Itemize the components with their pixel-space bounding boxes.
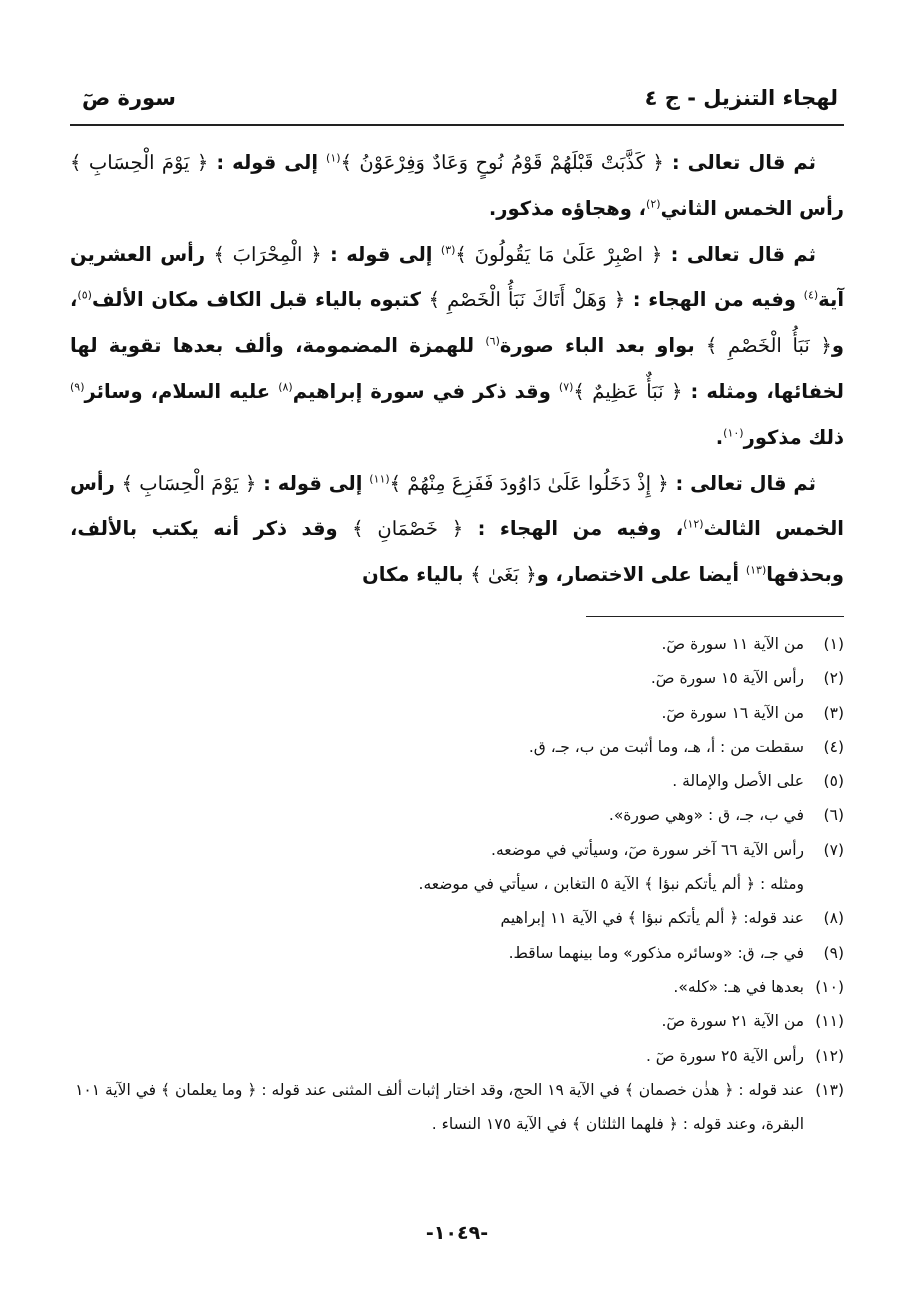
footnote-number: (١٣) bbox=[815, 1080, 844, 1099]
footnote-text: بعدها في هـ: «كله». bbox=[673, 977, 804, 996]
paragraph-1: ثم قال تعالى : ﴿ كَذَّبَتْ قَبْلَهُمْ قَوْمُ نُوحٍ وَعَادٌ وَفِرْعَوْنُ ﴾$^{(١)}$ إلى قوله : ﴿ يَوْمَ الْحِسَابِ ﴾ رأس الخمس الثاني$^{(٢)}$، وهجاؤه مذكور. bbox=[70, 151, 844, 220]
footnote-text: من الآية ١٦ سورة صٓ. bbox=[661, 703, 804, 722]
footnote-number: (٨) bbox=[823, 909, 844, 928]
paragraph-3: ثم قال تعالى : ﴿ إِذْ دَخَلُوا عَلَىٰ دَاوُودَ فَفَزِعَ مِنْهُمْ ﴾$^{(١١)}$ إلى قوله : ﴿ يَوْمَ الْحِسَابِ ﴾ رأس الخمس الثالث$^{(١٢)}$، وفيه من الهجاء : ﴿ خَصْمَانِ ﴾ وقد ذكر أنه يكتب بالألف، وبحذفها$^{(١٣)}$ أيضا على الاختصار، و﴿ بَغَىٰ ﴾ بالياء مكان bbox=[70, 471, 844, 587]
footnote-ref[interactable]: (١٢) bbox=[683, 517, 704, 531]
footnote bbox=[70, 936, 844, 970]
main-text bbox=[70, 140, 844, 598]
footnote bbox=[70, 696, 844, 730]
footnote-text: على الأصل والإمالة . bbox=[672, 772, 804, 791]
page-number: -١٠٤٩- bbox=[425, 1222, 489, 1244]
quran-quote: ﴿ يَوْمَ الْحِسَابِ ﴾ bbox=[70, 151, 209, 174]
footnote bbox=[70, 627, 844, 661]
footnote-text: عند قوله : ﴿ هذٰن خصمان ﴾ في الآية ١٩ الحج، وقد اختار إثبات ألف المثنى عند قوله : ﴿ وما يعلمان ﴾ في الآية ١٠١ البقرة، وعند قوله : ﴿ فلهما الثلثان ﴾ في الآية ١٧٥ النساء . bbox=[75, 1080, 804, 1134]
footnote bbox=[70, 798, 844, 832]
surah-title: سورة صٓ bbox=[82, 86, 176, 110]
footnote-text: في جـ، ق: «وسائره مذكور» وما بينهما ساقط. bbox=[508, 943, 804, 962]
footnote-text: سقطت من : أ، هـ، وما أثبت من ب، جـ، ق. bbox=[528, 737, 804, 756]
quran-quote: ﴿ إِذْ دَخَلُوا عَلَىٰ دَاوُودَ فَفَزِعَ مِنْهُمْ ﴾ bbox=[389, 471, 669, 495]
footnote-ref[interactable]: (٩) bbox=[70, 380, 85, 394]
footnote-number: (٣) bbox=[823, 703, 844, 722]
footnote-text: من الآية ٢١ سورة صٓ. bbox=[661, 1012, 804, 1031]
book-title: لهجاء التنزيل - ج ٤ bbox=[644, 86, 838, 110]
footnote-ref[interactable]: (٥) bbox=[77, 288, 92, 302]
footnote-ref[interactable]: (١١) bbox=[369, 472, 390, 486]
footnote bbox=[70, 730, 844, 764]
footnotes bbox=[70, 627, 844, 1141]
footnote-ref[interactable]: (٣) bbox=[440, 243, 456, 257]
footnote-text: عند قوله: ﴿ ألم يأتكم نبؤا ﴾ في الآية ١١ إبراهيم bbox=[500, 909, 804, 928]
footnote-number: (١١) bbox=[815, 1012, 844, 1031]
footnote bbox=[70, 1004, 844, 1038]
footnote-number: (٤) bbox=[823, 737, 844, 756]
quran-quote: ﴿ كَذَّبَتْ قَبْلَهُمْ قَوْمُ نُوحٍ وَعَادٌ وَفِرْعَوْنُ ﴾ bbox=[340, 151, 664, 174]
footnote-ref[interactable]: (٦) bbox=[485, 334, 500, 348]
footnote-number: (٧) bbox=[823, 840, 844, 859]
footnote-ref[interactable]: (٨) bbox=[278, 380, 293, 394]
footnote-number: (٦) bbox=[823, 806, 844, 825]
footnote-ref[interactable]: (١٠) bbox=[723, 426, 744, 440]
quran-quote: ﴿ نَبَأٌ عَظِيمٌ ﴾ bbox=[573, 379, 683, 403]
footnote bbox=[70, 1073, 844, 1142]
footnote bbox=[70, 661, 844, 695]
footnote-ref[interactable]: (٤) bbox=[803, 288, 819, 302]
quran-quote: ﴿ يَوْمَ الْحِسَابِ ﴾ bbox=[121, 471, 257, 495]
footnote bbox=[70, 1039, 844, 1073]
quran-quote: ﴿ الْمِحْرَابَ ﴾ bbox=[213, 242, 322, 266]
footnote-separator bbox=[586, 616, 844, 617]
page bbox=[70, 80, 844, 1141]
footnote bbox=[70, 970, 844, 1004]
running-header bbox=[70, 80, 844, 126]
footnote bbox=[70, 833, 844, 867]
footnote-text: رأس الآية ١٥ سورة صٓ. bbox=[650, 669, 804, 688]
footnote-number: (١) bbox=[823, 634, 844, 653]
footnote-text: رأس الآية ٢٥ سورة صٓ . bbox=[645, 1046, 804, 1065]
footnote-text: من الآية ١١ سورة صٓ. bbox=[661, 634, 804, 653]
footnote-ref[interactable]: (١٣) bbox=[745, 563, 767, 577]
footnote-ref[interactable]: (٧) bbox=[558, 380, 574, 394]
quran-quote: ﴿ بَغَىٰ ﴾ bbox=[470, 563, 537, 587]
footnote-text: رأس الآية ٦٦ آخر سورة صٓ، وسيأتي في موضعه. bbox=[491, 840, 804, 859]
footnote-number: (١٠) bbox=[815, 977, 844, 996]
footnote-number: (٩) bbox=[823, 943, 844, 962]
quran-quote: ﴿ خَصْمَانِ ﴾ bbox=[352, 517, 464, 541]
footnote bbox=[70, 764, 844, 798]
footnote-number: (١٢) bbox=[815, 1046, 844, 1065]
footnote bbox=[70, 901, 844, 935]
footnote-text: ومثله : ﴿ ألم يأتكم نبؤا ﴾ الآية ٥ التغابن ، سيأتي في موضعه. bbox=[418, 875, 804, 894]
footnote-ref[interactable]: (٢) bbox=[646, 197, 661, 211]
quran-quote: ﴿ وَهَلْ أَتَاكَ نَبَأُ الْخَصْمِ ﴾ bbox=[428, 288, 626, 312]
footnote-ref[interactable]: (١) bbox=[326, 151, 341, 165]
footnote-number: (٥) bbox=[823, 772, 844, 791]
footnote-number: (٢) bbox=[823, 669, 844, 688]
quran-quote: ﴿ نَبَأُ الْخَصْمِ ﴾ bbox=[705, 334, 832, 358]
footnote-text: في ب، جـ، ق : «وهي صورة». bbox=[608, 806, 804, 825]
paragraph-2: ثم قال تعالى : ﴿ اصْبِرْ عَلَىٰ مَا يَقُولُونَ ﴾$^{(٣)}$ إلى قوله : ﴿ الْمِحْرَابَ ﴾ رأس العشرين آية$^{(٤)}$ وفيه من الهجاء : ﴿ وَهَلْ أَتَاكَ نَبَأُ الْخَصْمِ ﴾ كتبوه بالياء قبل الكاف مكان الألف$^{(٥)}$، و﴿ نَبَأُ الْخَصْمِ ﴾ بواو بعد الباء صورة$^{(٦)}$ للهمزة المضمومة، وألف بعدها تقوية لها لخفائها، ومثله : ﴿ نَبَأٌ عَظِيمٌ ﴾$^{(٧)}$ وقد ذكر في سورة إبراهيم$^{(٨)}$ عليه السلام، وسائر$^{(٩)}$ ذلك مذكور$^{(١٠)}$. bbox=[70, 242, 845, 449]
footnote-continuation bbox=[70, 867, 844, 901]
quran-quote: ﴿ اصْبِرْ عَلَىٰ مَا يَقُولُونَ ﴾ bbox=[455, 242, 663, 266]
